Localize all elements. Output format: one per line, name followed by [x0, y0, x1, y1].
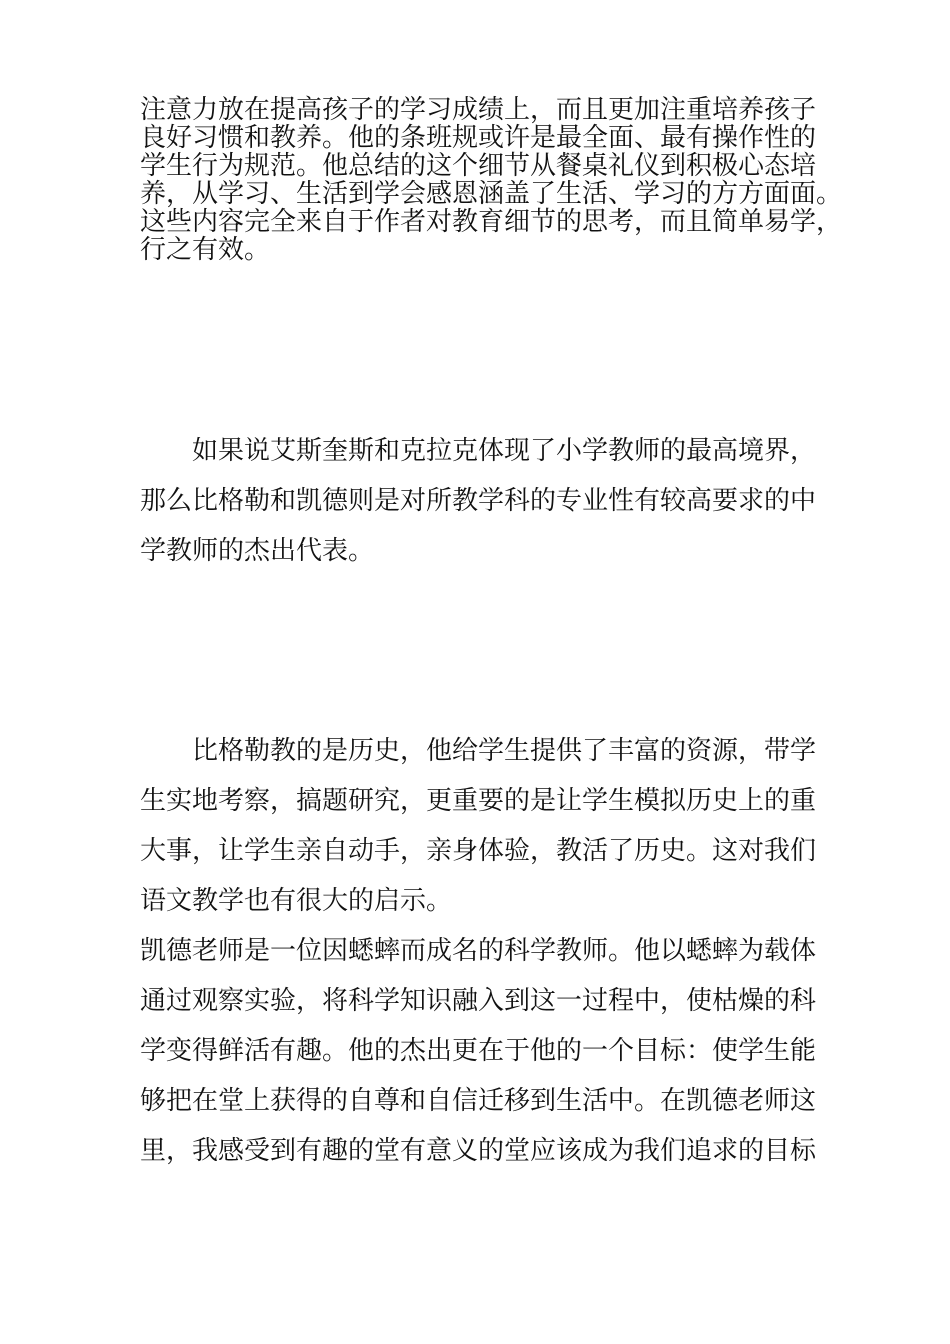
paragraph-1 [140, 95, 843, 265]
paragraph-2 [140, 426, 820, 576]
paragraph-4 [140, 926, 820, 1176]
text-line: 通过观察实验，将科学知识融入到这一过程中，使枯燥的科 [140, 986, 817, 1016]
text-line: 学变得鲜活有趣。他的杰出更在于他的一个目标：使学生能 [140, 1036, 817, 1066]
text-line: 良好习惯和教养。他的条班规或许是最全面、最有操作性的 [140, 123, 817, 153]
text-line: 行之有效。 [140, 235, 271, 265]
text-line: 注意力放在提高孩子的学习成绩上，而且更加注重培养孩子 [140, 95, 817, 125]
text-line: 凯德老师是一位因蟋蟀而成名的科学教师。他以蟋蟀为载体 [140, 936, 817, 966]
text-line: 语文教学也有很大的启示。 [140, 886, 453, 916]
text-line: 够把在堂上获得的自尊和自信迁移到生活中。在凯德老师这 [140, 1086, 817, 1116]
text-line: 如果说艾斯奎斯和克拉克体现了小学教师的最高境界， [192, 436, 817, 466]
text-line: 大事，让学生亲自动手，亲身体验，教活了历史。这对我们 [140, 836, 817, 866]
text-line: 这些内容完全来自于作者对教育细节的思考，而且简单易学， [140, 207, 843, 237]
text-line: 学教师的杰出代表。 [140, 536, 375, 566]
text-line: 比格勒教的是历史，他给学生提供了丰富的资源，带学 [192, 736, 817, 766]
text-line: 生实地考察，搞题研究，更重要的是让学生模拟历史上的重 [140, 786, 817, 816]
text-line: 学生行为规范。他总结的这个细节从餐桌礼仪到积极心态培 [140, 151, 817, 181]
paragraph-3 [140, 726, 820, 926]
text-line: 那么比格勒和凯德则是对所教学科的专业性有较高要求的中 [140, 486, 817, 516]
text-line: 里，我感受到有趣的堂有意义的堂应该成为我们追求的目标 [140, 1136, 817, 1166]
text-line: 养，从学习、生活到学会感恩涵盖了生活、学习的方方面面。 [140, 179, 843, 209]
